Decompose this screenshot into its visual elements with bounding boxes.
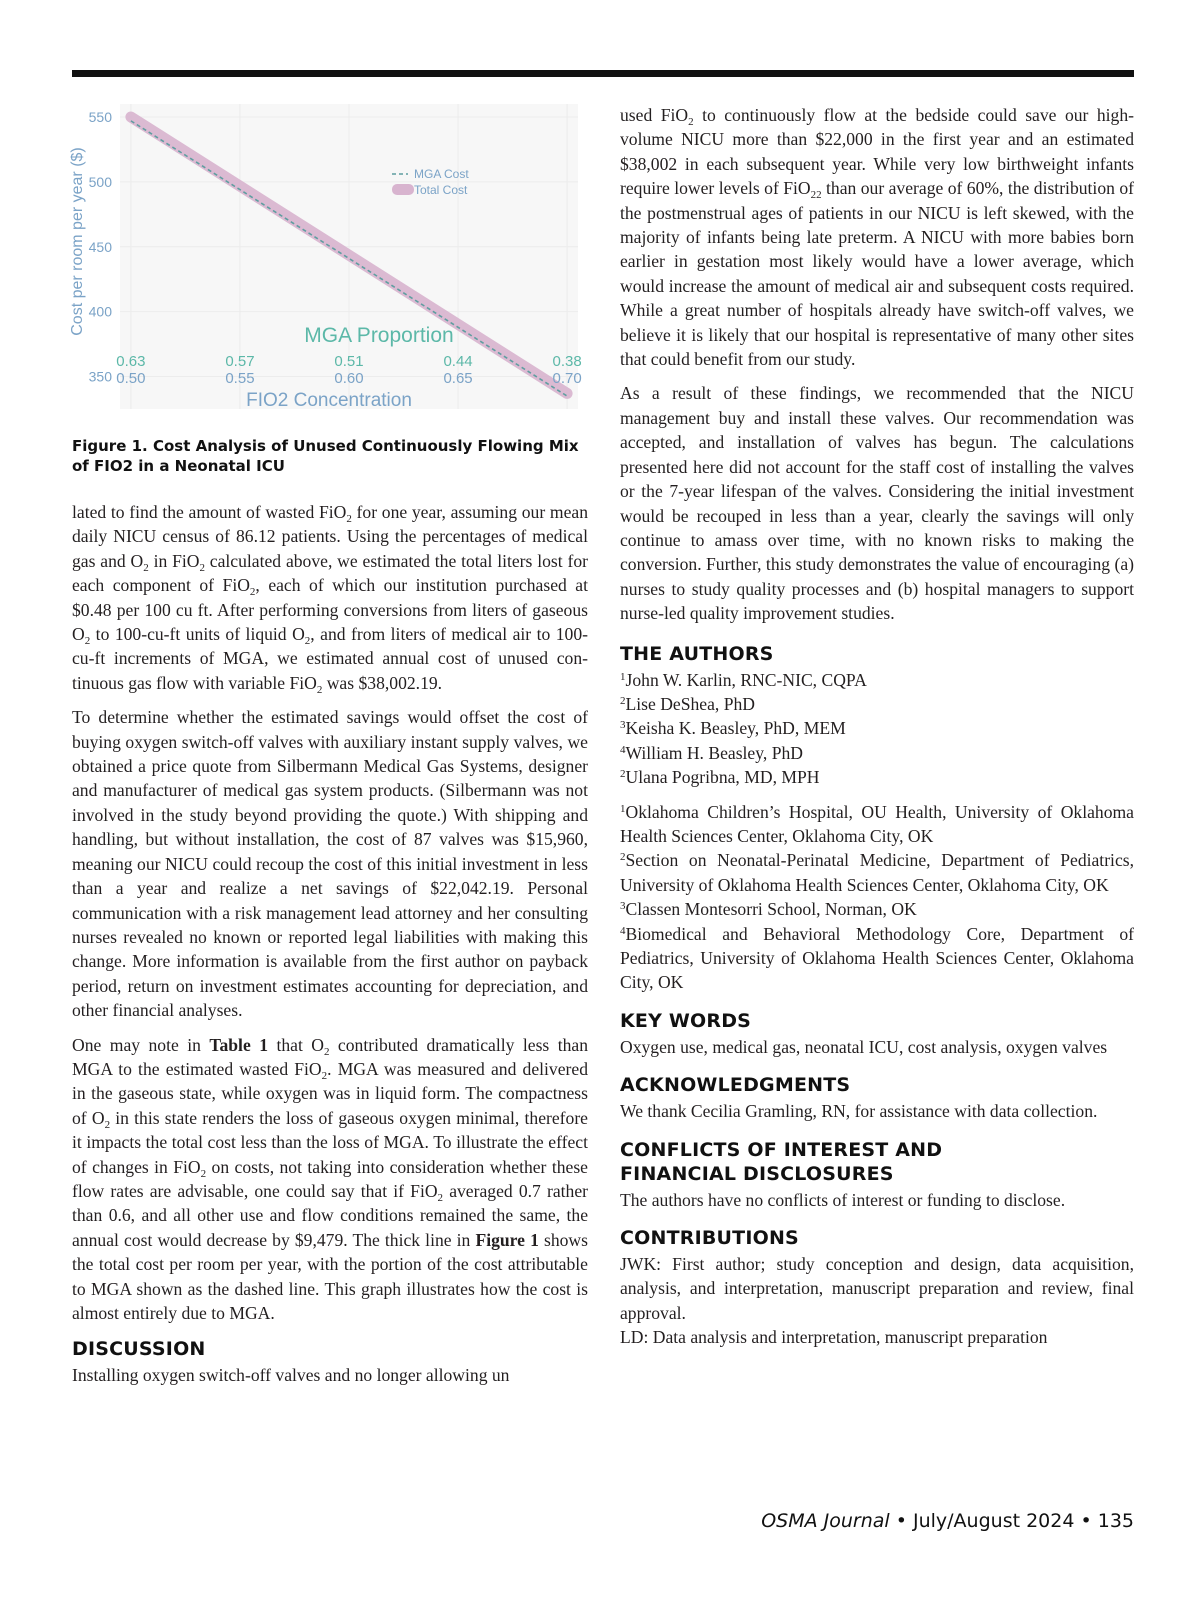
contributions-heading: CONTRIBUTIONS bbox=[620, 1227, 799, 1250]
author-list bbox=[620, 668, 1134, 790]
affiliation-text: Oklahoma Children’s Hospital, OU Health, University of Oklahoma Health Sciences Center, Oklahoma City, OK bbox=[620, 801, 1134, 846]
affiliation bbox=[620, 897, 1134, 921]
paragraph bbox=[72, 500, 588, 695]
page-footer bbox=[761, 1510, 1134, 1532]
figure-caption: Figure 1. Cost Analysis of Unused Continuously Flowing Mix of FIO2 in a Neonatal ICU bbox=[72, 437, 579, 475]
left-column bbox=[72, 500, 588, 1388]
mga-tick-label: 0.63 bbox=[116, 353, 146, 370]
author bbox=[620, 716, 1134, 740]
conflicts-text: The authors have no conflicts of interest or funding to disclose. bbox=[620, 1189, 1066, 1210]
subscript: 2 bbox=[84, 635, 91, 648]
x-tick-label: 0.65 bbox=[443, 370, 473, 387]
author-text: Ulana Pogribna, MD, MPH bbox=[625, 767, 820, 788]
affiliation-marker: 3 bbox=[620, 719, 626, 732]
affiliation-marker: 2 bbox=[620, 768, 626, 781]
mga-tick-label: 0.44 bbox=[443, 353, 473, 370]
text-run: than our average of 60%, the distribution of the postmenstrual ages of patients in our NICU is left skewed, with the majority of infants being late preterm. A NICU with more babies born earlier in gestation most likely would have a lower average, which would increase the amount of medical air and subsequent costs required. While a great number of hospitals already have switch-off valves, we believe it is likely that our hospital is representative of many other sites that could benefit from our study. bbox=[620, 178, 1134, 370]
subscript: 2 bbox=[321, 1069, 328, 1082]
top-rule bbox=[72, 70, 1134, 77]
author-text: Lise DeShea, PhD bbox=[625, 693, 755, 714]
affiliation-marker: 3 bbox=[620, 900, 626, 913]
author-text: Keisha K. Beasley, PhD, MEM bbox=[625, 718, 846, 739]
x-tick-label: 0.60 bbox=[334, 370, 364, 387]
affiliation-marker: 4 bbox=[620, 743, 626, 756]
acknowledgments-text: We thank Cecilia Gramling, RN, for assistance with data collection. bbox=[620, 1101, 1098, 1122]
y-tick-label: 400 bbox=[88, 303, 112, 320]
text-run: shows the total cost per room per year, with the portion of the cost attributable to MGA shown as the dashed line. This graph illustrates how the cost is almost entirely due to MGA. bbox=[72, 1229, 588, 1323]
subscript: 2 bbox=[199, 561, 205, 574]
legend-total-label: Total Cost bbox=[414, 183, 468, 197]
legend-mga-label: MGA Cost bbox=[414, 167, 469, 181]
author bbox=[620, 741, 1134, 765]
x-tick-label: 0.50 bbox=[116, 370, 146, 387]
journal-name: OSMA Journal bbox=[761, 1510, 890, 1532]
subscript: 2 bbox=[304, 635, 311, 648]
legend-total-swatch bbox=[392, 184, 414, 195]
text-run: , each of which our institution purchased at $0.48 per 100 cu ft. After performing conversions from liters of gaseous O bbox=[72, 575, 588, 645]
text-run: used FiO bbox=[620, 105, 689, 125]
mga-tick-label: 0.51 bbox=[334, 353, 364, 370]
subscript: 2 bbox=[323, 1045, 330, 1058]
paragraph bbox=[620, 381, 1134, 625]
x-tick-label: 0.70 bbox=[552, 370, 582, 387]
y-tick-label: 350 bbox=[88, 368, 112, 385]
affiliation bbox=[620, 800, 1134, 849]
affiliation-marker: 1 bbox=[620, 670, 626, 683]
text-run: was $38,002.19. bbox=[322, 672, 443, 693]
subscript: 2 bbox=[316, 683, 323, 696]
paragraph bbox=[72, 1033, 588, 1326]
authors-heading: THE AUTHORS bbox=[620, 642, 774, 665]
contribution-item: LD: Data analysis and interpretation, manuscript preparation bbox=[620, 1327, 1048, 1348]
author-text: John W. Karlin, RNC-NIC, CQPA bbox=[625, 669, 867, 690]
subscript: 2 bbox=[143, 561, 149, 574]
author bbox=[620, 765, 1134, 789]
text-run: As a result of these findings, we recommended that the NICU management buy and install these valves. Our recommendation was accepted, and installation of valves has begun. The calculations presented here did not account for the staff cost of installing the valves or the 7-year lifespan of the valves. Considering the initial investment would be recouped in less than a year, clearly the savings will only continue to amass over time, with no known risks to making the conversion. Further, this study demonstrates the value of encouraging (a) nurses to study quality processes and (b) hospital managers to support nurse-led quality improvement studies. bbox=[620, 383, 1134, 624]
y-tick-label: 450 bbox=[88, 238, 112, 255]
text-run: in this state renders the loss of gaseous oxygen minimal, therefore it impacts the total cost less than the loss of MGA. To illustrate the effect of changes in FiO bbox=[72, 1107, 588, 1177]
author-text: William H. Beasley, PhD bbox=[625, 742, 803, 763]
subscript: 2 bbox=[104, 1118, 111, 1131]
affiliation bbox=[620, 922, 1134, 995]
affiliation-text: Classen Montesorri School, Norman, OK bbox=[625, 899, 917, 920]
affiliation-marker: 4 bbox=[620, 924, 626, 937]
subscript: 22 bbox=[810, 189, 822, 202]
subscript: 2 bbox=[200, 1167, 207, 1180]
mga-tick-label: 0.38 bbox=[552, 353, 582, 370]
affiliation-text: Biomedical and Behavioral Methodology Core, Department of Pediatrics, University of Oklahoma Health Sciences Center, Oklahoma City, OK bbox=[620, 923, 1134, 993]
text-run: calculated above, we estimated the total liters lost for each component of FiO bbox=[72, 550, 588, 596]
subscript: 2 bbox=[437, 1191, 444, 1204]
text-run: One may note in bbox=[72, 1034, 210, 1055]
text-run: To determine whether the estimated savings would offset the cost of buying oxygen switch-off valves with auxiliary instant supply valves, we obtained a price quote from Silbermann Medical Gas Systems, designer and manufacturer of medical gas system products. (Silbermann was not involved in the study beyond providing the quote.) With shipping and handling, but without installation, the cost of 87 valves was $15,960, meaning our NICU could recoup the cost of this initial investment in less than a year and realize a net savings of $22,042.19. Personal communication with a risk management lead attorney and her consulting nurses revealed no known or reported legal liabilities with making this change. More information is available from the first author on payback period, return on investment estimates accounting for depreciation, and other financial analyses. bbox=[72, 707, 588, 1021]
paragraph bbox=[620, 103, 1134, 371]
paragraph bbox=[72, 705, 588, 1022]
mga-axis-label: MGA Proportion bbox=[304, 324, 454, 347]
text-run: in FiO bbox=[148, 550, 200, 571]
x-tick-label: 0.55 bbox=[225, 370, 255, 387]
text-run: , and from liters of medical air to 100-cu-ft increments of MGA, we estimated annual cost of unused continuous gas flow with variable FiO bbox=[72, 624, 588, 693]
bold-reference: Figure 1 bbox=[475, 1229, 539, 1250]
subscript: 2 bbox=[688, 116, 694, 128]
issue-and-page: • July/August 2024 • 135 bbox=[889, 1510, 1134, 1532]
affiliation bbox=[620, 848, 1134, 897]
author bbox=[620, 692, 1134, 716]
right-column bbox=[620, 103, 1134, 1350]
affiliation-marker: 2 bbox=[620, 851, 626, 864]
bold-reference: Table 1 bbox=[209, 1034, 268, 1055]
y-axis-label: Cost per room per year ($) bbox=[69, 147, 86, 336]
acknowledgments-heading: ACKNOWLEDGMENTS bbox=[620, 1074, 851, 1097]
affiliation-text: Section on Neonatal-Perinatal Medicine, Department of Pediatrics, University of Oklahoma Health Sciences Center, Oklahoma City, OK bbox=[620, 850, 1134, 895]
affiliation-list bbox=[620, 800, 1134, 995]
keywords-text: Oxygen use, medical gas, neonatal ICU, cost analysis, oxygen valves bbox=[620, 1036, 1108, 1057]
discussion-heading: DISCUSSION bbox=[72, 1338, 206, 1361]
text-run: averaged 0.7 rather than 0.6, and all other use and flow conditions remained the same, the annual cost would decrease by $9,479. The thick line in bbox=[72, 1180, 588, 1250]
text-run: on costs, not taking into consideration whether these flow rates are advisable, one could say that if FiO bbox=[72, 1156, 588, 1201]
text-run: contributed dramatically less than MGA to the estimated wasted FiO bbox=[72, 1034, 588, 1079]
figure-1-chart bbox=[69, 104, 588, 424]
text-run: Installing oxygen switch-off valves and no longer allowing un bbox=[72, 1365, 510, 1386]
text-run: that O bbox=[268, 1034, 324, 1055]
contribution-item: JWK: First author; study conception and design, data acquisition, analysis, and interpretation, manuscript preparation and review, final approval. bbox=[620, 1254, 1134, 1323]
text-run: for one year, assuming our mean daily NICU census of 86.12 patients. Using the percentages of medical gas and O bbox=[72, 502, 588, 571]
subscript: 2 bbox=[249, 586, 256, 599]
keywords-heading: KEY WORDS bbox=[620, 1009, 752, 1032]
mga-tick-label: 0.57 bbox=[225, 353, 255, 370]
subscript: 2 bbox=[346, 513, 352, 525]
author bbox=[620, 668, 1134, 692]
x-axis-label: FIO2 Concentration bbox=[246, 390, 412, 411]
text-run: to continuously flow at the bedside could save our high-volume NICU more than $22,000 in the first year and an estimated $38,002 in each subsequent year. While very low birthweight infants require lower levels of FiO bbox=[620, 105, 1134, 199]
y-tick-label: 500 bbox=[88, 173, 112, 190]
conflicts-heading: CONFLICTS OF INTEREST AND FINANCIAL DISCLOSURES bbox=[620, 1138, 943, 1185]
text-run: . MGA was measured and delivered in the gaseous state, while oxygen was in liquid form. The compactness of O bbox=[72, 1058, 588, 1128]
affiliation-marker: 1 bbox=[620, 802, 626, 815]
affiliation-marker: 2 bbox=[620, 694, 626, 707]
text-run: lated to find the amount of wasted FiO bbox=[72, 502, 347, 522]
y-tick-label: 550 bbox=[88, 108, 112, 125]
paragraph bbox=[72, 1363, 588, 1387]
text-run: to 100-cu-ft units of liquid O bbox=[90, 624, 305, 645]
